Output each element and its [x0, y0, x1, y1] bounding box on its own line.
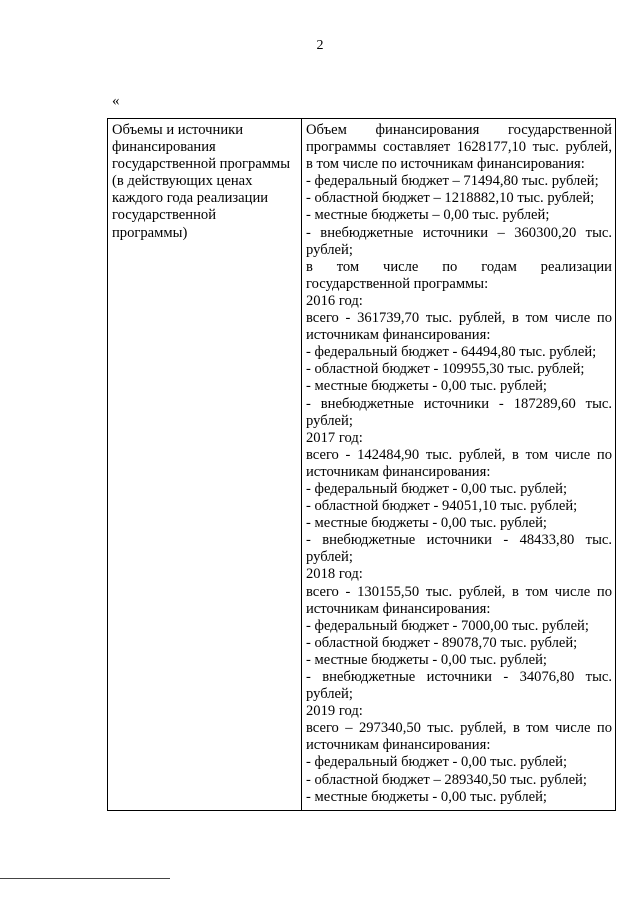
detail-line: - внебюджетные источники – 360300,20 тыс. — [306, 224, 612, 241]
page-number: 2 — [316, 38, 324, 53]
detail-line: - федеральный бюджет – 71494,80 тыс. рублей; — [306, 173, 599, 190]
detail-line: рублей; — [306, 241, 353, 258]
detail-line: 2016 год: — [306, 292, 363, 309]
detail-line: - областной бюджет - 89078,70 тыс. рублей; — [306, 634, 578, 651]
detail-line: рублей; — [306, 412, 353, 429]
detail-line: - областной бюджет – 1218882,10 тыс. рублей; — [306, 190, 595, 207]
label-line: Объемы и источники — [112, 122, 244, 138]
detail-line: всего - 130155,50 тыс. рублей, в том числе по — [306, 583, 612, 600]
detail-line: - внебюджетные источники - 48433,80 тыс. — [306, 532, 612, 549]
footnote-separator — [0, 878, 170, 879]
detail-line: в том числе по источникам финансирования: — [306, 156, 585, 173]
detail-line: программы составляет 1628177,10 тыс. рублей, — [306, 139, 612, 156]
detail-line: - местные бюджеты - 0,00 тыс. рублей; — [306, 378, 547, 395]
detail-line: Объем финансирования государственной — [306, 122, 612, 138]
detail-line: всего - 142484,90 тыс. рублей, в том числе по — [306, 446, 612, 463]
detail-line: 2017 год: — [306, 429, 363, 446]
detail-line: всего - 361739,70 тыс. рублей, в том числе по — [306, 310, 612, 327]
label-line: программы) — [112, 224, 188, 241]
detail-line: источникам финансирования: — [306, 327, 491, 344]
label-line: государственной — [112, 207, 217, 224]
detail-line: источникам финансирования: — [306, 737, 491, 754]
detail-line: - областной бюджет – 289340,50 тыс. рублей; — [306, 771, 587, 788]
label-line: государственной программы — [112, 156, 291, 173]
label-line: каждого года реализации — [112, 190, 269, 207]
detail-line: всего – 297340,50 тыс. рублей, в том числе по — [306, 720, 612, 737]
financing-details-cell — [302, 119, 616, 811]
financing-label-cell — [108, 119, 302, 811]
detail-line: - местные бюджеты – 0,00 тыс. рублей; — [306, 207, 550, 224]
detail-line: - областной бюджет - 94051,10 тыс. рублей; — [306, 498, 578, 515]
detail-line: источникам финансирования: — [306, 463, 491, 480]
opening-quote-mark: « — [112, 93, 120, 109]
label-line: (в действующих ценах — [112, 173, 253, 190]
detail-line: рублей; — [306, 549, 353, 566]
detail-line: 2018 год: — [306, 566, 363, 583]
detail-line: - федеральный бюджет - 0,00 тыс. рублей; — [306, 480, 568, 497]
financing-table — [107, 118, 616, 811]
detail-line: источникам финансирования: — [306, 600, 491, 617]
detail-line: - внебюджетные источники - 187289,60 тыс. — [306, 395, 612, 412]
detail-line: - областной бюджет - 109955,30 тыс. рублей; — [306, 361, 585, 378]
detail-line: рублей; — [306, 686, 353, 703]
detail-line: - федеральный бюджет - 0,00 тыс. рублей; — [306, 754, 568, 771]
label-line: финансирования — [112, 139, 216, 156]
detail-line: государственной программы: — [306, 275, 489, 292]
detail-line: в том числе по годам реализации — [306, 258, 612, 275]
detail-line: - федеральный бюджет - 64494,80 тыс. рублей; — [306, 344, 597, 361]
detail-line: - местные бюджеты - 0,00 тыс. рублей; — [306, 651, 547, 668]
table-row — [108, 119, 616, 811]
detail-line: 2019 год: — [306, 703, 363, 720]
detail-line: - местные бюджеты - 0,00 тыс. рублей; — [306, 515, 547, 532]
detail-line: - федеральный бюджет - 7000,00 тыс. рублей; — [306, 617, 589, 634]
detail-line: - внебюджетные источники - 34076,80 тыс. — [306, 669, 612, 685]
detail-line: - местные бюджеты - 0,00 тыс. рублей; — [306, 788, 547, 805]
